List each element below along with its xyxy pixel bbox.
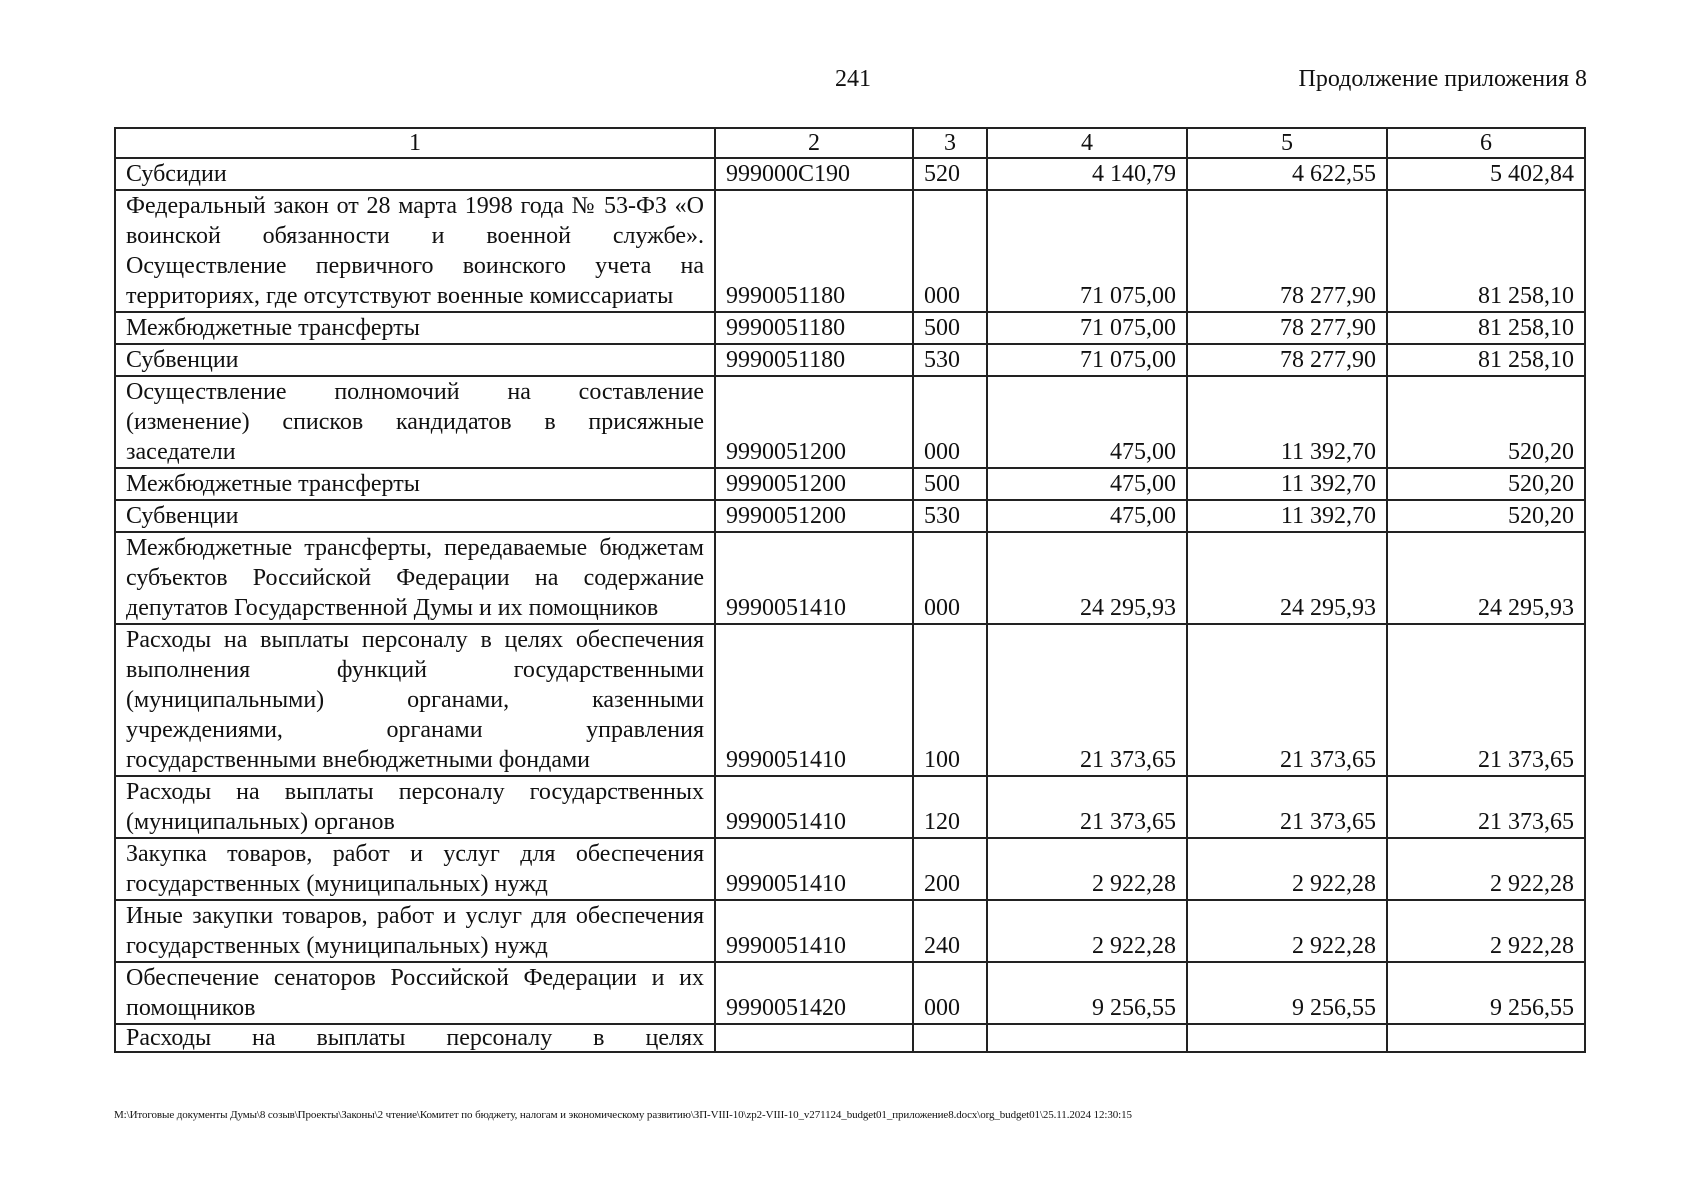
amount-col5-cell: 21 373,65 bbox=[1187, 624, 1387, 776]
target-article-code-cell: 9990051200 bbox=[715, 500, 913, 532]
target-article-code-cell: 9990051180 bbox=[715, 344, 913, 376]
budget-table bbox=[114, 127, 1586, 1053]
amount-col6-cell: 21 373,65 bbox=[1387, 776, 1585, 838]
expense-type-code-cell: 200 bbox=[913, 838, 987, 900]
target-article-code-cell: 999000С190 bbox=[715, 158, 913, 190]
expense-type-code-cell: 100 bbox=[913, 624, 987, 776]
table-row bbox=[115, 624, 1585, 776]
amount-col4-cell: 475,00 bbox=[987, 468, 1187, 500]
target-article-code-cell: 9990051420 bbox=[715, 962, 913, 1024]
amount-col6-cell: 2 922,28 bbox=[1387, 838, 1585, 900]
table-row bbox=[115, 838, 1585, 900]
amount-col5-cell: 78 277,90 bbox=[1187, 190, 1387, 312]
amount-col4-cell: 475,00 bbox=[987, 376, 1187, 468]
amount-col5-cell: 9 256,55 bbox=[1187, 962, 1387, 1024]
expense-type-code-cell: 500 bbox=[913, 468, 987, 500]
empty-cell bbox=[715, 1024, 913, 1052]
table-row-truncated bbox=[115, 1024, 1585, 1052]
amount-col6-cell: 21 373,65 bbox=[1387, 624, 1585, 776]
row-name-cell: Межбюджетные трансферты bbox=[115, 468, 715, 500]
table-row bbox=[115, 500, 1585, 532]
table-row bbox=[115, 190, 1585, 312]
empty-cell bbox=[987, 1024, 1187, 1052]
target-article-code-cell: 9990051410 bbox=[715, 532, 913, 624]
amount-col5-cell: 24 295,93 bbox=[1187, 532, 1387, 624]
amount-col4-cell: 4 140,79 bbox=[987, 158, 1187, 190]
amount-col5-cell: 21 373,65 bbox=[1187, 776, 1387, 838]
expense-type-code-cell: 000 bbox=[913, 962, 987, 1024]
row-name-cell: Субсидии bbox=[115, 158, 715, 190]
amount-col4-cell: 24 295,93 bbox=[987, 532, 1187, 624]
column-header: 6 bbox=[1387, 128, 1585, 158]
amount-col6-cell: 520,20 bbox=[1387, 468, 1585, 500]
target-article-code-cell: 9990051410 bbox=[715, 624, 913, 776]
table-row bbox=[115, 532, 1585, 624]
expense-type-code-cell: 120 bbox=[913, 776, 987, 838]
expense-type-code-cell: 530 bbox=[913, 500, 987, 532]
row-name-cell: Межбюджетные трансферты bbox=[115, 312, 715, 344]
amount-col6-cell: 520,20 bbox=[1387, 500, 1585, 532]
amount-col5-cell: 2 922,28 bbox=[1187, 838, 1387, 900]
amount-col5-cell: 78 277,90 bbox=[1187, 312, 1387, 344]
amount-col4-cell: 21 373,65 bbox=[987, 776, 1187, 838]
amount-col6-cell: 5 402,84 bbox=[1387, 158, 1585, 190]
row-name-cell: Федеральный закон от 28 марта 1998 года № 53-ФЗ «О воинской обязанности и военной службе». Осуществление первичного воинского учета на территориях, где отсутствуют военные комиссариаты bbox=[115, 190, 715, 312]
amount-col4-cell: 475,00 bbox=[987, 500, 1187, 532]
amount-col5-cell: 2 922,28 bbox=[1187, 900, 1387, 962]
amount-col4-cell: 9 256,55 bbox=[987, 962, 1187, 1024]
amount-col6-cell: 9 256,55 bbox=[1387, 962, 1585, 1024]
table-row bbox=[115, 344, 1585, 376]
amount-col4-cell: 2 922,28 bbox=[987, 900, 1187, 962]
table-row bbox=[115, 468, 1585, 500]
document-file-path: M:\Итоговые документы Думы\8 созыв\Проекты\Законы\2 чтение\Комитет по бюджету, налогам и экономическому развитию\ЗП-VIII-10\zp2-VIII-10_v271124_budget01_приложение8.docx\org_budget01\25.11.2024 12:30:15 bbox=[114, 1109, 1132, 1121]
target-article-code-cell: 9990051200 bbox=[715, 376, 913, 468]
target-article-code-cell: 9990051410 bbox=[715, 900, 913, 962]
row-name-cell: Расходы на выплаты персоналу государственных (муниципальных) органов bbox=[115, 776, 715, 838]
amount-col5-cell: 4 622,55 bbox=[1187, 158, 1387, 190]
row-name-cell: Межбюджетные трансферты, передаваемые бюджетам субъектов Российской Федерации на содержание депутатов Государственной Думы и их помощников bbox=[115, 532, 715, 624]
amount-col6-cell: 81 258,10 bbox=[1387, 312, 1585, 344]
empty-cell bbox=[913, 1024, 987, 1052]
table-row bbox=[115, 312, 1585, 344]
amount-col6-cell: 2 922,28 bbox=[1387, 900, 1585, 962]
empty-cell bbox=[1387, 1024, 1585, 1052]
column-header: 1 bbox=[115, 128, 715, 158]
budget-table-body bbox=[115, 128, 1585, 1052]
target-article-code-cell: 9990051180 bbox=[715, 190, 913, 312]
expense-type-code-cell: 240 bbox=[913, 900, 987, 962]
row-name-cell: Субвенции bbox=[115, 500, 715, 532]
row-name-cell: Иные закупки товаров, работ и услуг для обеспечения государственных (муниципальных) нужд bbox=[115, 900, 715, 962]
row-name-cell: Расходы на выплаты персоналу в целях обеспечения выполнения функций государственными (муниципальными) органами, казенными учреждениями, органами управления государственными внебюджетными фондами bbox=[115, 624, 715, 776]
page-number: 241 bbox=[835, 66, 871, 92]
expense-type-code-cell: 520 bbox=[913, 158, 987, 190]
expense-type-code-cell: 530 bbox=[913, 344, 987, 376]
table-row bbox=[115, 158, 1585, 190]
amount-col4-cell: 2 922,28 bbox=[987, 838, 1187, 900]
expense-type-code-cell: 500 bbox=[913, 312, 987, 344]
table-row bbox=[115, 962, 1585, 1024]
amount-col5-cell: 78 277,90 bbox=[1187, 344, 1387, 376]
table-header-row bbox=[115, 128, 1585, 158]
expense-type-code-cell: 000 bbox=[913, 532, 987, 624]
amount-col4-cell: 71 075,00 bbox=[987, 344, 1187, 376]
amount-col5-cell: 11 392,70 bbox=[1187, 468, 1387, 500]
appendix-continuation-label: Продолжение приложения 8 bbox=[1298, 66, 1587, 92]
table-row bbox=[115, 376, 1585, 468]
row-name-cell: Осуществление полномочий на составление (изменение) списков кандидатов в присяжные заседатели bbox=[115, 376, 715, 468]
target-article-code-cell: 9990051180 bbox=[715, 312, 913, 344]
amount-col5-cell: 11 392,70 bbox=[1187, 500, 1387, 532]
target-article-code-cell: 9990051200 bbox=[715, 468, 913, 500]
column-header: 3 bbox=[913, 128, 987, 158]
amount-col4-cell: 71 075,00 bbox=[987, 312, 1187, 344]
column-header: 5 bbox=[1187, 128, 1387, 158]
table-row bbox=[115, 776, 1585, 838]
amount-col6-cell: 81 258,10 bbox=[1387, 190, 1585, 312]
target-article-code-cell: 9990051410 bbox=[715, 838, 913, 900]
row-name-cell: Субвенции bbox=[115, 344, 715, 376]
empty-cell bbox=[1187, 1024, 1387, 1052]
expense-type-code-cell: 000 bbox=[913, 376, 987, 468]
amount-col6-cell: 81 258,10 bbox=[1387, 344, 1585, 376]
amount-col6-cell: 24 295,93 bbox=[1387, 532, 1585, 624]
amount-col4-cell: 71 075,00 bbox=[987, 190, 1187, 312]
expense-type-code-cell: 000 bbox=[913, 190, 987, 312]
row-name-cell: Обеспечение сенаторов Российской Федерации и их помощников bbox=[115, 962, 715, 1024]
amount-col5-cell: 11 392,70 bbox=[1187, 376, 1387, 468]
amount-col6-cell: 520,20 bbox=[1387, 376, 1585, 468]
table-row bbox=[115, 900, 1585, 962]
column-header: 4 bbox=[987, 128, 1187, 158]
row-name-cell: Расходы на выплаты персоналу в целях bbox=[115, 1024, 715, 1052]
target-article-code-cell: 9990051410 bbox=[715, 776, 913, 838]
column-header: 2 bbox=[715, 128, 913, 158]
amount-col4-cell: 21 373,65 bbox=[987, 624, 1187, 776]
row-name-cell: Закупка товаров, работ и услуг для обеспечения государственных (муниципальных) нужд bbox=[115, 838, 715, 900]
